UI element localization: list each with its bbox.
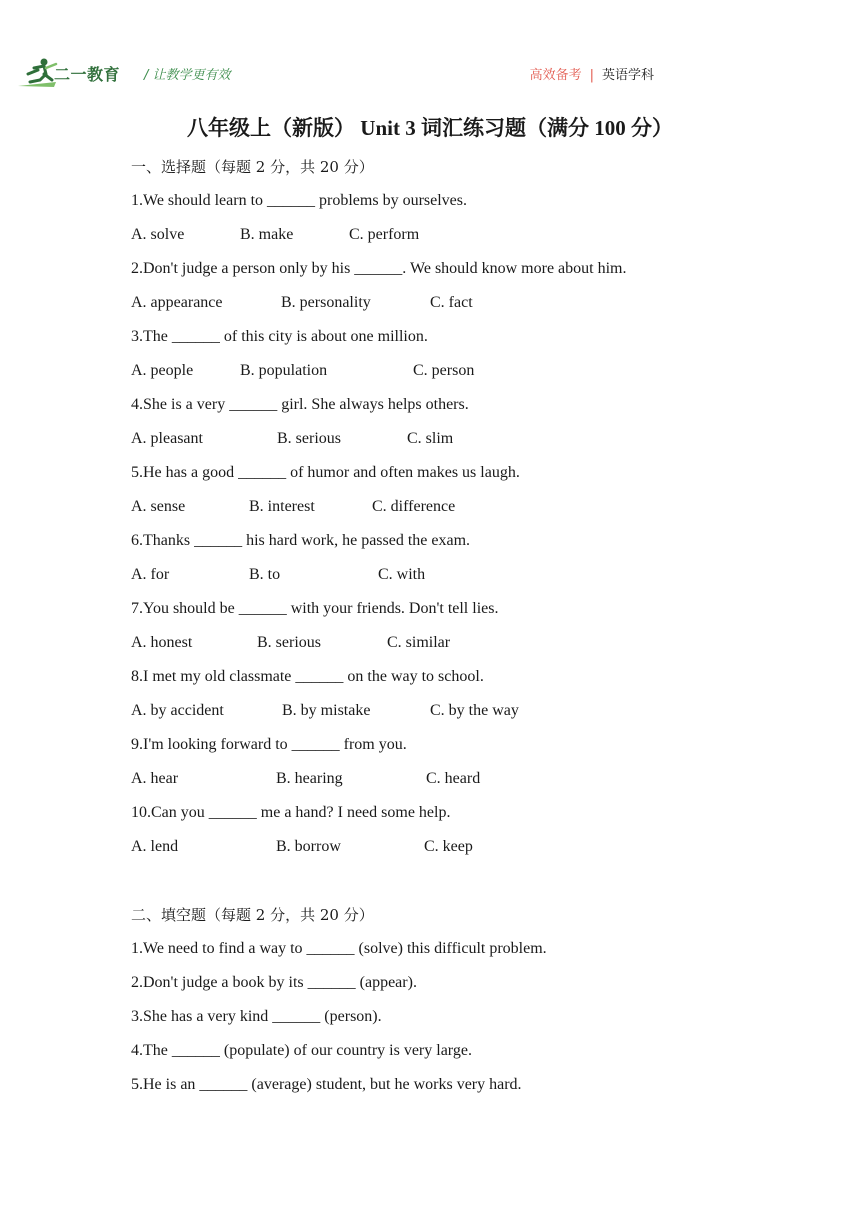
question-4 — [131, 388, 811, 456]
option-b: B. by mistake — [282, 702, 371, 719]
option-b: B. population — [240, 362, 328, 379]
option-c: C. with — [378, 566, 426, 583]
option-a: A. honest — [131, 634, 193, 651]
options-row — [131, 218, 811, 252]
option-c: C. slim — [407, 430, 454, 447]
header-right — [530, 64, 654, 83]
option-b: B. serious — [257, 634, 321, 651]
option-b: B. hearing — [276, 770, 343, 787]
fill-item-3: 3.She has a very kind ______ (person). — [131, 1008, 382, 1025]
option-b: B. make — [240, 226, 294, 243]
option-c: C. person — [413, 362, 475, 379]
option-c: C. difference — [372, 498, 456, 515]
option-c: C. keep — [424, 838, 473, 855]
option-a: A. appearance — [131, 294, 223, 311]
question-text: 10.Can you ______ me a hand? I need some help. — [131, 804, 451, 821]
logo-text: 二一教育 — [54, 65, 121, 84]
question-8 — [131, 660, 811, 728]
option-b: B. borrow — [276, 838, 341, 855]
option-c: C. perform — [349, 226, 420, 243]
question-3 — [131, 320, 811, 388]
option-b: B. interest — [249, 498, 315, 515]
question-text: 1.We should learn to ______ problems by ourselves. — [131, 192, 467, 209]
fill-item-5: 5.He is an ______ (average) student, but he works very hard. — [131, 1076, 522, 1093]
question-text: 4.She is a very ______ girl. She always helps others. — [131, 396, 469, 413]
options-row — [131, 830, 811, 864]
question-7 — [131, 592, 811, 660]
header-subject: 英语学科 — [601, 68, 654, 83]
header-slogan: / 让教学更有效 — [144, 68, 231, 83]
option-a: A. hear — [131, 770, 179, 787]
option-c: C. heard — [426, 770, 481, 787]
option-c: C. fact — [430, 294, 473, 311]
section-2-heading: 二、填空题（每题 2 分，共 20 分） — [131, 906, 374, 924]
options-row — [131, 490, 811, 524]
question-9 — [131, 728, 811, 796]
page-title: 八年级上（新版） Unit 3 词汇练习题（满分 100 分） — [187, 116, 673, 140]
option-c: C. similar — [387, 634, 451, 651]
option-a: A. people — [131, 362, 194, 379]
fill-item-1: 1.We need to find a way to ______ (solve) this difficult problem. — [131, 940, 547, 957]
page-header — [0, 0, 860, 100]
question-text: 2.Don't judge a person only by his ______. We should know more about him. — [131, 260, 627, 277]
options-row — [131, 558, 811, 592]
option-a: A. pleasant — [131, 430, 203, 447]
fill-item-2: 2.Don't judge a book by its ______ (appear). — [131, 974, 417, 991]
question-5 — [131, 456, 811, 524]
option-b: B. personality — [281, 294, 371, 311]
options-row — [131, 354, 811, 388]
worksheet-body — [131, 150, 811, 1102]
option-a: A. lend — [131, 838, 179, 855]
header-tag: 高效备考 — [529, 68, 582, 83]
option-b: B. serious — [277, 430, 341, 447]
question-text: 6.Thanks ______ his hard work, he passed the exam. — [131, 532, 471, 549]
question-text: 9.I'm looking forward to ______ from you. — [131, 736, 407, 753]
question-text: 3.The ______ of this city is about one million. — [131, 328, 428, 345]
option-b: B. to — [249, 566, 281, 583]
option-a: A. solve — [131, 226, 185, 243]
option-c: C. by the way — [430, 702, 519, 719]
question-text: 5.He has a good ______ of humor and often makes us laugh. — [131, 464, 520, 481]
options-row — [131, 694, 811, 728]
options-row — [131, 762, 811, 796]
header-separator: | — [589, 68, 594, 83]
question-text: 7.You should be ______ with your friends. Don't tell lies. — [131, 600, 499, 617]
option-a: A. by accident — [131, 702, 224, 719]
fill-item-4: 4.The ______ (populate) of our country is very large. — [131, 1042, 472, 1059]
option-a: A. sense — [131, 498, 186, 515]
question-10 — [131, 796, 811, 864]
section-1-heading: 一、选择题（每题 2 分，共 20 分） — [131, 158, 374, 176]
options-row — [131, 286, 811, 320]
question-2 — [131, 252, 811, 320]
question-6 — [131, 524, 811, 592]
section-spacer — [131, 864, 811, 898]
question-1 — [131, 184, 811, 252]
options-row — [131, 626, 811, 660]
options-row — [131, 422, 811, 456]
question-text: 8.I met my old classmate ______ on the way to school. — [131, 668, 484, 685]
option-a: A. for — [131, 566, 170, 583]
